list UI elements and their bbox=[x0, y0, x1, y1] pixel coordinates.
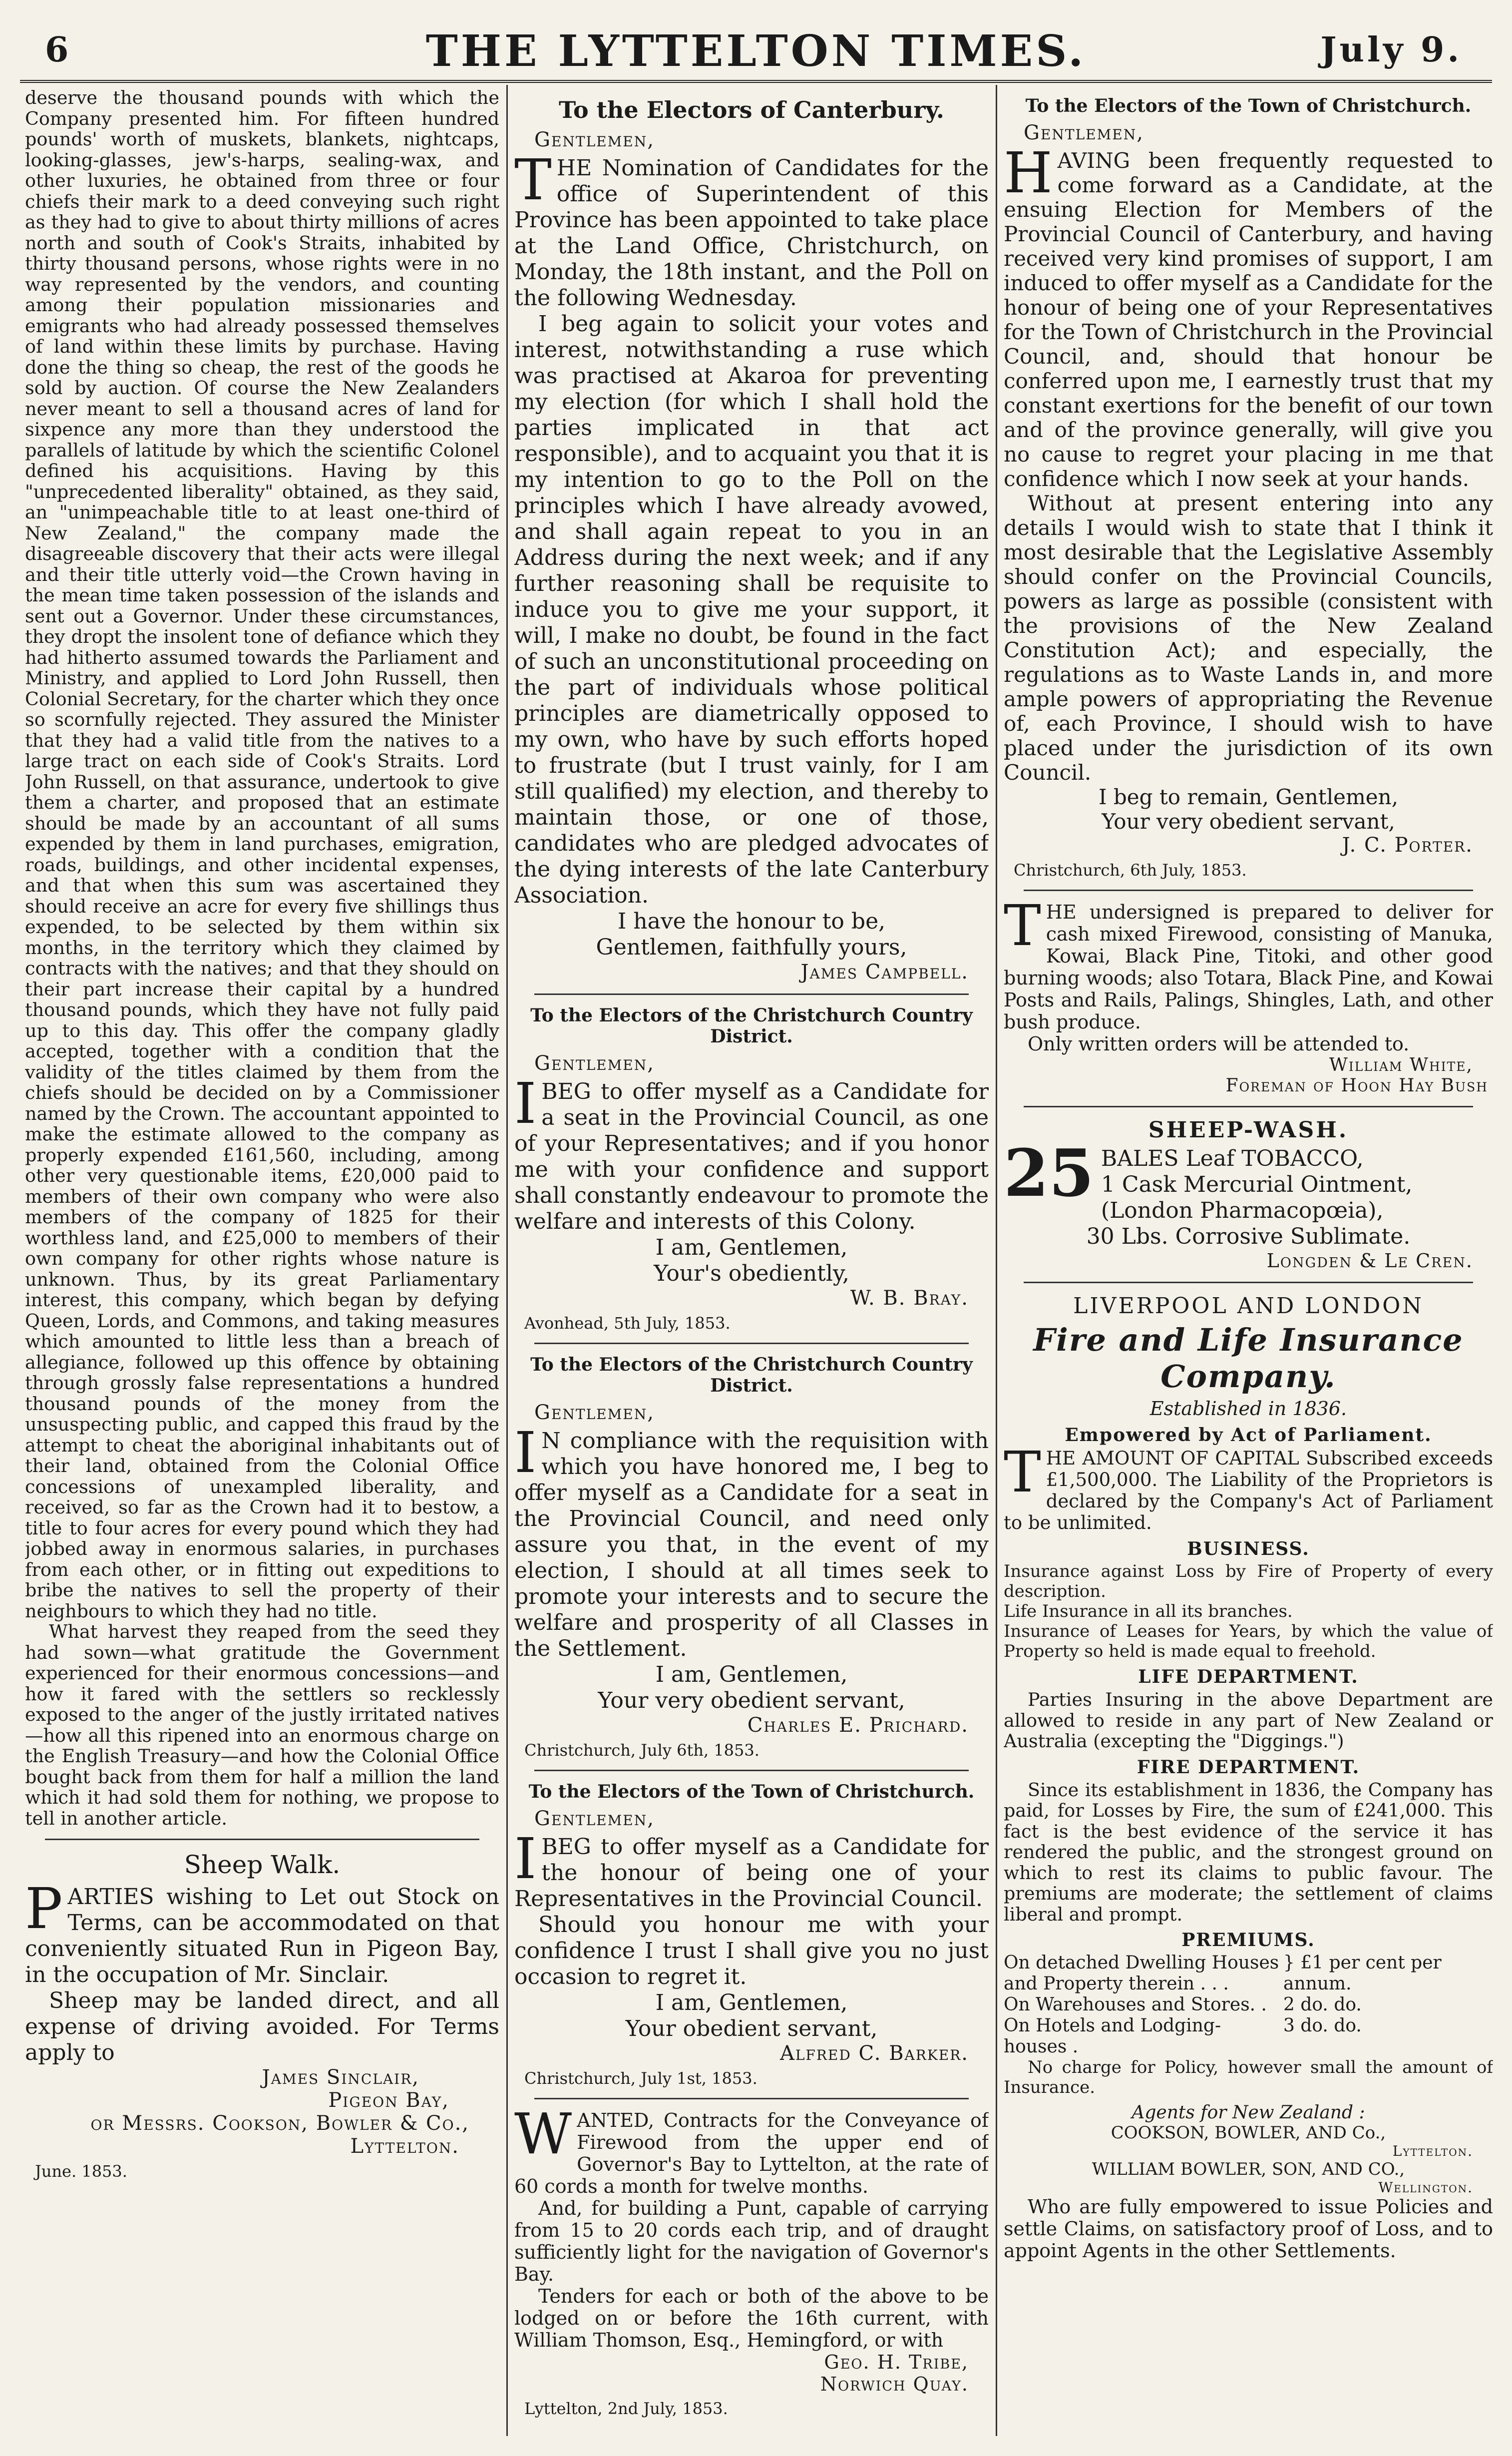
ad-line: 30 Lbs. Corrosive Sublimate. bbox=[1086, 1224, 1411, 1249]
column-3 bbox=[1004, 87, 1493, 2436]
signature: Alfred C. Barker. bbox=[779, 2042, 969, 2065]
big-number: 25 bbox=[1004, 1135, 1094, 1211]
agent-place: Lyttelton. bbox=[1392, 2143, 1473, 2159]
closing-line: I am, Gentlemen, bbox=[655, 1662, 848, 1687]
signature: William White, bbox=[1329, 1055, 1473, 1075]
premium-rate: 2 do. do. bbox=[1283, 1994, 1362, 2015]
section-heading: FIRE DEPARTMENT. bbox=[1136, 1756, 1360, 1778]
drop-cap: I bbox=[514, 1827, 537, 1892]
signature: Geo. H. Tribe, bbox=[824, 2351, 969, 2373]
closing-line: Your very obedient servant, bbox=[598, 1688, 905, 1713]
business-line: Insurance against Loss by Fire of Property of every description. bbox=[1004, 1561, 1493, 1601]
premium-rate: 3 do. do. bbox=[1283, 2015, 1362, 2036]
closing-line: Gentlemen, faithfully yours, bbox=[596, 935, 907, 960]
divider bbox=[534, 993, 969, 995]
ad-date: Christchurch, 6th July, 1853. bbox=[1014, 861, 1247, 880]
agent-name: WILLIAM BOWLER, SON, AND CO., bbox=[1092, 2159, 1405, 2179]
section-heading: BUSINESS. bbox=[1187, 1538, 1310, 1559]
divider bbox=[534, 2098, 969, 2099]
drop-cap: P bbox=[25, 1877, 63, 1942]
drop-cap: T bbox=[514, 148, 552, 213]
sheep-wash-ad bbox=[1004, 1117, 1493, 1272]
ad-body: Without at present entering into any details I would wish to state that I think it most desirable that the Legislative Assembly should confer on the Provincial Councils, powers as large as possible (consistent with the provisions of the New Zealand Constitution Act); and especially, the regulations as to Waste Lands in, and more ample powers of appropriating the Revenue of, each Province, I should wish to have placed under the jurisdiction of its own Council. bbox=[1004, 491, 1493, 785]
divider bbox=[534, 1343, 969, 1344]
contact-place: Pigeon Bay, bbox=[328, 2089, 449, 2112]
column-1 bbox=[25, 87, 499, 2436]
column-rule bbox=[996, 85, 997, 2436]
salutation: Gentlemen, bbox=[534, 1052, 655, 1075]
masthead bbox=[20, 15, 1492, 83]
ad-date: June. 1853. bbox=[35, 2162, 127, 2181]
established-line: Established in 1836. bbox=[1149, 1398, 1347, 1420]
signature: Charles E. Prichard. bbox=[747, 1714, 969, 1737]
empowered-line: Empowered by Act of Parliament. bbox=[1065, 1425, 1432, 1446]
ad-heading: SHEEP-WASH. bbox=[1148, 1117, 1349, 1143]
agents-heading: Agents for New Zealand : bbox=[1132, 2102, 1365, 2123]
section-body: Parties Insuring in the above Department are allowed to reside in any part of New Zealand or Australia (excepting the "Diggings.") bbox=[1004, 1689, 1493, 1752]
premiums-table bbox=[1004, 1953, 1493, 2057]
firewood-ad bbox=[1004, 894, 1493, 1096]
closing-line: I beg to remain, Gentlemen, bbox=[1098, 785, 1399, 809]
closing-line: Your obedient servant, bbox=[625, 2016, 878, 2041]
ad-date: Christchurch, July 1st, 1853. bbox=[524, 2069, 757, 2088]
ad-date: Christchurch, July 6th, 1853. bbox=[524, 1741, 759, 1760]
ad-body: And, for building a Punt, capable of carrying from 15 to 20 cords each trip, and of draught sufficiently light for the navigation of Governor's Bay. bbox=[514, 2197, 989, 2285]
insurance-ad bbox=[1004, 1293, 1493, 2262]
ad-body: HE undersigned is prepared to deliver for cash mixed Firewood, consisting of Manuka, Kowai, Black Pine, Titoki, and other good burning woods; also Totara, Black Pine, and Kowai Posts and Rails, Palings, Shingles, Lath, and other bush produce. bbox=[1004, 901, 1493, 1033]
drop-cap: T bbox=[1004, 894, 1041, 959]
ad-body: HE Nomination of Candidates for the office of Superintendent of this Province has been appointed to take place at the Land Office, Christchurch, on Monday, the 18th instant, and the Poll on the following Wednesday. bbox=[514, 155, 989, 311]
drop-cap: H bbox=[1004, 141, 1053, 206]
company-name: Fire and Life Insurance Company. bbox=[1033, 1322, 1464, 1395]
ad-body: BEG to offer myself as a Candidate for the honour of being one of your Representatives in the Provincial Council. bbox=[514, 1834, 989, 1912]
contact-name: or Messrs. Cookson, Bowler & Co., bbox=[90, 2112, 469, 2135]
divider bbox=[45, 1839, 479, 1840]
column-rule bbox=[506, 85, 508, 2436]
article-paragraph: What harvest they reaped from the seed they had sown—what gratitude the Government experienced for their enormous concessions—and how it fared with the settlers so recklessly exposed to the anger of the justly irritated natives—how all this ripened into an enormous charge on the English Treasury—and how the Colonial Office bought back from them for half a million the land which it had sold them for nothing, we propose to tell in another article. bbox=[25, 1621, 499, 1829]
article-paragraph: deserve the thousand pounds with which the Company presented him. For fifteen hundred pounds' worth of muskets, blankets, nightcaps, looking-glasses, jew's-harps, sealing-wax, and other luxuries, he obtained from three or four chiefs their mark to a deed conveying such right as they had to give to about thirty millions of acres north and south of Cook's Straits, inhabited by thirty thousand persons, whose rights were in no way represented by the vendors, and counting among their population missionaries and emigrants who had already possessed themselves of land within these limits by purchase. Having done the thing so cheap, the rest of the goods he sold by auction. Of course the New Zealanders never meant to sell a thousand acres of land for sixpence any more than they understood the parallels of latitude by which the scientific Colonel defined his acquisitions. Having by this "unprecedented liberality" obtained, as they said, an "unimpeachable title to at least one-third of New Zealand," the company made the disagreeable discovery that their acts were illegal and their title utterly void—the Crown having in the mean time taken possession of the islands and sent out a Governor. Under these circumstances, they dropt the insolent tone of defiance which they had hitherto assumed towards the Parliament and Ministry, and applied to Lord John Russell, then Colonial Secretary, for the charter which they once so scornfully rejected. They assured the Minister that they had a valid title from the natives to a large tract on each side of Cook's Straits. Lord John Russell, on that assurance, undertook to give them a charter, and proposed that an estimate should be made by an accountant of all sums expended by them in land purchases, emigration, roads, buildings, and other incidental expenses, and that when this sum was ascertained they should receive an acre for every five shillings thus expended, to be selected by them within six months, in the territory which they claimed by contracts with the natives; and that they should on their part increase their capital by a hundred thousand pounds, which they have not fully paid up to this day. This offer the company gladly accepted, together with a condition that the validity of the titles claimed by them from the chiefs should be decided on by a Commissioner named by the Crown. The accountant appointed to make the estimate allowed to the company as properly expended £161,560, including, among other very questionable items, £20,000 paid to members of their own company who were also members of the company of 1825 for their worthless land, and £25,000 to members of their own company for other rights whose nature is unknown. Thus, by its great Parliamentary interest, this company, which began by defying Queen, Lords, and Commons, and taking measures which amounted to little less than a breach of allegiance, followed up this offence by obtaining through grossly false representations a hundred thousand pounds of the money from the unsuspecting public, and capped this fraud by the attempt to cheat the aboriginal inhabitants out of their land, obtained from the Colonial Office concessions of unexampled liberality, and received, so far as the Crown had it to bestow, a title to four acres for every pound which they had jobbed away in enormous salaries, in purchases from each other, or in fitting out expeditions to bribe the natives to sell the property of their neighbours to which they had no title. bbox=[25, 87, 499, 1622]
drop-cap: W bbox=[514, 2102, 572, 2167]
section-heading: PREMIUMS. bbox=[1181, 1930, 1315, 1951]
newspaper-title: THE LYTTELTON TIMES. bbox=[425, 26, 1087, 76]
drop-cap: T bbox=[1004, 1440, 1041, 1505]
column-2 bbox=[514, 87, 989, 2436]
issue-date: July 9. bbox=[1320, 30, 1462, 70]
section-body: Since its establishment in 1836, the Company has paid, for Losses by Fire, the sum of £241,000. This fact is the best evidence of the service it has rendered the public, and the strongest ground on which to rest its claims to public favour. The premiums are moderate; the settlement of claims liberal and prompt. bbox=[1004, 1779, 1493, 1925]
contact-name: James Sinclair, bbox=[262, 2066, 419, 2089]
premium-row bbox=[1004, 1953, 1493, 1994]
closing-paragraph: Who are fully empowered to issue Policies and settle Claims, on satisfactory proof of Loss, and to appoint Agents in the other Settlements. bbox=[1004, 2196, 1493, 2262]
agent-name: COOKSON, BOWLER, AND Co., bbox=[1111, 2123, 1386, 2143]
ad-body: HE AMOUNT OF CAPITAL Subscribed exceeds £1,500,000. The Liability of the Proprietors is declared by the Company's Act of Parliament to be unlimited. bbox=[1004, 1448, 1493, 1533]
ad-date: Lyttelton, 2nd July, 1853. bbox=[524, 2399, 728, 2418]
sheep-walk-ad bbox=[25, 1850, 499, 2181]
premium-rate: } £1 per cent per annum. bbox=[1283, 1953, 1442, 1994]
divider bbox=[1024, 890, 1473, 891]
closing-line: I have the honour to be, bbox=[617, 909, 886, 934]
ad-heading: LIVERPOOL AND LONDON bbox=[1073, 1293, 1424, 1319]
agent-place: Wellington. bbox=[1378, 2179, 1473, 2196]
ad-heading: To the Electors of Canterbury. bbox=[559, 96, 944, 123]
signature-role: Foreman of Hoon Hay Bush bbox=[1225, 1075, 1488, 1096]
premium-label: On Hotels and Lodging-houses . bbox=[1004, 2015, 1221, 2057]
signature: James Campbell. bbox=[800, 961, 969, 983]
signature: Longden & Le Cren. bbox=[1266, 1250, 1473, 1272]
salutation: Gentlemen, bbox=[534, 1401, 655, 1424]
ad-heading: To the Electors of the Town of Christchurch. bbox=[528, 1781, 975, 1802]
ad-body: ANTED, Contracts for the Conveyance of Firewood from the upper end of Governor's Bay to Lyttelton, at the rate of 60 cords a month for twelve months. bbox=[514, 2109, 989, 2197]
ad-heading: Sheep Walk. bbox=[184, 1850, 341, 1879]
tribe-wanted-ad bbox=[514, 2102, 989, 2418]
closing-line: Your's obediently, bbox=[654, 1261, 849, 1286]
divider bbox=[1024, 1106, 1473, 1107]
divider bbox=[1024, 1282, 1473, 1283]
premium-label: On detached Dwelling Houses and Property therein . . . bbox=[1004, 1953, 1279, 1994]
ad-heading: To the Electors of the Christchurch Country District. bbox=[530, 1005, 973, 1047]
premium-row bbox=[1004, 1994, 1493, 2015]
salutation: Gentlemen, bbox=[1024, 121, 1144, 144]
ad-body: N compliance with the requisition with which you have honored me, I beg to offer myself as a Candidate for a seat in the Provincial Council, and need only assure you that, in the event of my election, I should at all times seek to promote your interests and to secure the welfare and prosperity of all Classes in the Settlement. bbox=[514, 1428, 989, 1661]
ad-body: BEG to offer myself as a Candidate for a seat in the Provincial Council, as one of your Representatives; and if you honor me with your confidence and support shall constantly endeavour to promote the welfare and interests of this Colony. bbox=[514, 1079, 989, 1234]
no-charge-note: No charge for Policy, however small the amount of Insurance. bbox=[1004, 2057, 1493, 2097]
ad-body: Tenders for each or both of the above to be lodged on or before the 16th current, with William Thomson, Esq., Hemingford, or with bbox=[514, 2285, 989, 2351]
premium-row bbox=[1004, 2015, 1493, 2057]
ad-body: ARTIES wishing to Let out Stock on Terms, can be accommodated on that conveniently situated Run in Pigeon Bay, in the occupation of Mr. Sinclair. bbox=[25, 1884, 499, 1987]
business-line: Insurance of Leases for Years, by which the value of Property so held is made equal to freehold. bbox=[1004, 1621, 1493, 1661]
closing-line: I am, Gentlemen, bbox=[655, 1990, 848, 2015]
salutation: Gentlemen, bbox=[534, 1807, 655, 1830]
ad-body: Should you honour me with your confidence I trust I shall give you no just occasion to regret it. bbox=[514, 1912, 989, 1989]
bray-address bbox=[514, 1005, 989, 1333]
signature: J. C. Porter. bbox=[1342, 834, 1473, 857]
ad-heading: To the Electors of the Christchurch Country District. bbox=[530, 1354, 973, 1396]
closing-line: Your very obedient servant, bbox=[1102, 809, 1395, 834]
ad-body: Only written orders will be attended to. bbox=[1028, 1033, 1410, 1055]
drop-cap: I bbox=[514, 1421, 537, 1485]
divider bbox=[534, 1770, 969, 1771]
ad-line: BALES Leaf TOBACCO, bbox=[1101, 1146, 1364, 1171]
signature-place: Norwich Quay. bbox=[820, 2373, 969, 2395]
ad-line: 1 Cask Mercurial Ointment, (London Pharmacopœia), bbox=[1101, 1172, 1413, 1223]
barker-address bbox=[514, 1781, 989, 2088]
prichard-address bbox=[514, 1354, 989, 1760]
campbell-address bbox=[514, 96, 989, 983]
business-line: Life Insurance in all its branches. bbox=[1004, 1601, 1293, 1621]
ad-body: AVING been frequently requested to come forward as a Candidate, at the ensuing Election for Members of the Provincial Council of Canterbury, and having received very kind promises of support, I am induced to offer myself as a Candidate for the honour of being one of your Representatives for the Town of Christchurch in the Provincial Council, and, should that honour be conferred upon me, I earnestly trust that my constant exertions for the benefit of our town and of the province generally, will give you no cause to regret your placing in me that confidence which I now seek at your hands. bbox=[1004, 148, 1493, 491]
section-heading: LIFE DEPARTMENT. bbox=[1138, 1666, 1359, 1687]
page-number: 6 bbox=[45, 30, 69, 70]
ad-body: I beg again to solicit your votes and interest, notwithstanding a ruse which was practised at Akaroa for preventing my election (for which I shall hold the parties implicated in that act responsible), and to acquaint you that it is my intention to go to the Poll on the principles which I have already avowed, and shall again repeat to you in an Address during the next week; and if any further reasoning shall be requisite to induce you to give me your support, it will, I make no doubt, be found in the fact of such an unconstitutional proceeding on the part of individuals whose political principles are diametrically opposed to my own, who have by such efforts hoped to frustrate (but I trust vainly, for I am still qualified) my election, and thereby to maintain those, or one of those, candidates who are pledged advocates of the dying interests of the late Canterbury Association. bbox=[514, 311, 989, 908]
ad-date: Avonhead, 5th July, 1853. bbox=[524, 1314, 731, 1333]
closing-line: I am, Gentlemen, bbox=[655, 1235, 848, 1260]
porter-address bbox=[1004, 95, 1493, 880]
signature: W. B. Bray. bbox=[850, 1287, 969, 1310]
ad-body: Sheep may be landed direct, and all expense of driving avoided. For Terms apply to bbox=[25, 1988, 499, 2065]
drop-cap: I bbox=[514, 1071, 537, 1136]
ad-heading: To the Electors of the Town of Christchurch. bbox=[1025, 95, 1472, 116]
contact-place: Lyttelton. bbox=[350, 2135, 459, 2158]
salutation: Gentlemen, bbox=[534, 128, 655, 151]
premium-label: On Warehouses and Stores. . bbox=[1004, 1994, 1267, 2015]
